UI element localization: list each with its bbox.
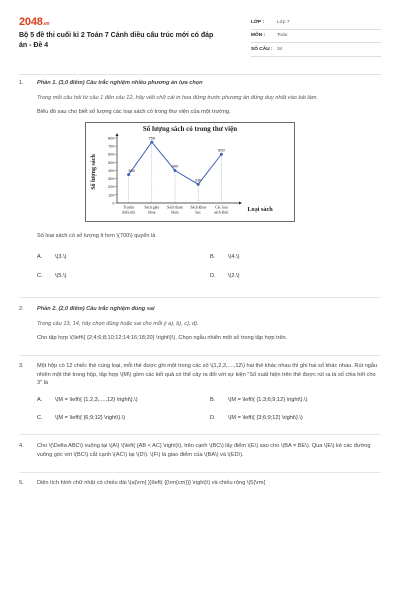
- y-tick-label: 400: [108, 168, 115, 173]
- chart: [85, 122, 295, 222]
- option-letter: B.: [210, 253, 216, 260]
- question-stem: Biểu đồ sau cho biết số lượng các loại sách có trong thư viện của một trường.: [37, 109, 231, 116]
- site-logo[interactable]: 2048.vn: [19, 16, 50, 28]
- page-header: [19, 14, 381, 58]
- data-label: 230: [194, 177, 202, 183]
- info-key: LỚP :: [251, 19, 265, 25]
- option-letter: A.: [37, 253, 43, 260]
- option-letter: B.: [210, 396, 216, 403]
- question-text: Số loại sách có số lượng ít hơn \(700\) quyển là: [37, 232, 156, 239]
- y-tick-label: 800: [108, 136, 115, 141]
- x-tick-label: thiếu nhi: [121, 210, 136, 215]
- x-tick-label: Các loại: [215, 205, 228, 210]
- question-separator: [19, 355, 381, 356]
- question-separator: [19, 297, 381, 298]
- data-point: [220, 153, 223, 156]
- option-text: \(M = \left\{ {1;3;6;9;12} \right\}.\): [228, 396, 308, 403]
- x-tick-label: học: [195, 210, 201, 215]
- question-5: [19, 479, 381, 488]
- option-text: \(3.\): [55, 253, 67, 260]
- option-text: \(M = \left\{ {3;6;9;12} \right\}.\): [228, 414, 303, 421]
- info-row-class: [251, 16, 381, 30]
- x-tick-label: khảo: [171, 210, 179, 215]
- y-tick-label: 700: [108, 144, 115, 149]
- data-point: [197, 183, 200, 186]
- part-title: Phần 2. (2,0 điểm) Câu trắc nghiệm đúng sai: [37, 305, 155, 312]
- option-c[interactable]: [37, 272, 210, 281]
- exam-content: [19, 79, 381, 487]
- chart-title: Số lượng sách có trong thư viện: [142, 124, 238, 133]
- info-key: MÔN :: [251, 33, 266, 39]
- info-value: Toán: [277, 33, 288, 39]
- option-text: \(M = \left\{ {1,2,3,....,12} \right\}.\): [55, 396, 138, 403]
- data-label: 750: [148, 135, 156, 141]
- y-tick-label: 100: [108, 193, 115, 198]
- option-text: \(4.\): [228, 253, 240, 260]
- option-a[interactable]: [37, 253, 210, 262]
- question-number: 3.: [19, 362, 24, 369]
- y-tick-label: 200: [108, 185, 115, 190]
- data-point: [174, 169, 177, 172]
- instruction: Trong câu 13, 14, hãy chọn đúng hoặc sai cho mỗi ý a), b), c), d).: [37, 320, 199, 327]
- option-a[interactable]: [37, 396, 210, 405]
- question-number: 4.: [19, 443, 24, 450]
- option-text: \(2.\): [228, 273, 240, 280]
- option-c[interactable]: [37, 414, 210, 423]
- info-row-count: [251, 43, 381, 57]
- option-b[interactable]: [210, 396, 390, 405]
- x-tick-label: Sách khoa: [190, 205, 207, 210]
- question-number: 1.: [19, 80, 24, 86]
- data-point: [150, 141, 153, 144]
- info-table: [251, 16, 381, 57]
- y-tick-label: 300: [108, 176, 115, 181]
- document-title: Bộ 5 đề thi cuối kì 2 Toán 7 Cánh diều cấu trúc mới có đáp án - Đề 4: [19, 32, 214, 50]
- question-text: Cho tập hợp \(\left\{ {2;4;6;8;10;12;14;16;18;20} \right\}\). Chọn ngẫu nhiên một số trong tập hợp trên.: [37, 335, 288, 342]
- option-letter: D.: [210, 273, 216, 280]
- info-key: SỐ CÂU :: [251, 46, 273, 52]
- question-1: [19, 79, 381, 281]
- option-d[interactable]: [210, 414, 390, 423]
- info-row-subject: [251, 30, 381, 44]
- question-separator: [19, 434, 381, 435]
- chart-x-label: Loại sách: [247, 205, 273, 213]
- instruction: Trong mỗi câu hỏi từ câu 1 đến câu 12, hãy viết chữ cái in hoa đứng trước phương án đúng duy nhất vào bài làm.: [37, 94, 318, 101]
- line-chart: [85, 122, 295, 222]
- option-text: \(M = \left\{ {6;9;12} \right\}.\): [55, 414, 126, 421]
- option-letter: D.: [210, 414, 216, 421]
- answer-options: [37, 253, 381, 281]
- question-text: Một hộp có 12 chiếc thẻ cùng loại, mỗi thẻ được ghi một trong các số \(1,2,3,....,12\) hai thẻ khác nhau thì ghi hai số khác nhau. Rút ngẫu nhiên một thẻ trong hộp, tập hợp \(M\) gồm các kết quả có thể cảy ra đối với sự kiện "Số xuất hiện trên thẻ được rút ra là số chia hết cho 3" là: [37, 362, 378, 387]
- answer-options: [37, 396, 381, 422]
- question-text: Diện tích hình chữ nhật có chiều dài \(a{\rm{ }}\left( {{\rm{cm}}} \right)\) và chiều rộng \(5{\rm{: [37, 479, 266, 486]
- data-label: 400: [171, 163, 179, 169]
- question-3: [19, 362, 381, 422]
- option-b[interactable]: [210, 253, 390, 262]
- x-tick-label: sách khác: [213, 210, 229, 215]
- question-number: 2.: [19, 305, 24, 312]
- y-tick-label: 500: [108, 160, 115, 165]
- part-title: Phần 1. (3,0 điểm) Câu trắc nghiệm nhiều phương án lựa chọn: [37, 80, 203, 86]
- x-tick-label: Sách giáo: [144, 205, 160, 210]
- question-4: [19, 442, 381, 459]
- question-number: 5.: [19, 479, 24, 486]
- info-value: Lớp 7: [277, 19, 290, 25]
- data-label: 350: [128, 167, 135, 173]
- option-text: \(5.\): [55, 273, 67, 280]
- question-2: [19, 305, 381, 343]
- option-letter: A.: [37, 396, 43, 403]
- x-tick-label: Truyện: [123, 205, 135, 210]
- y-tick-label: 0: [112, 201, 115, 206]
- header-divider: [19, 74, 381, 75]
- option-letter: C.: [37, 414, 43, 421]
- data-point: [127, 173, 130, 176]
- question-text: Cho \(\Delta ABC\) vuông tại \(A\) \(\left( {AB < AC} \right)\), trên cạnh \(BC\) lấy điểm \(E\) sao cho \(BA = BE\). Qua \(E\) kẻ các đường vuông góc với \(BC\) cắt cạnh \(AC\) tại \(D\). \(F\) là giao điểm của \(BA\) và \(ED\).: [37, 443, 371, 458]
- option-d[interactable]: [210, 272, 390, 281]
- info-value: 34: [277, 46, 283, 52]
- option-letter: C.: [37, 273, 43, 280]
- question-separator: [19, 472, 381, 473]
- x-tick-label: khoa: [148, 210, 156, 215]
- data-label: 600: [218, 147, 225, 153]
- x-tick-label: Sách tham: [167, 205, 183, 210]
- chart-y-label: Số lượng sách: [91, 154, 97, 190]
- y-tick-label: 600: [108, 152, 115, 157]
